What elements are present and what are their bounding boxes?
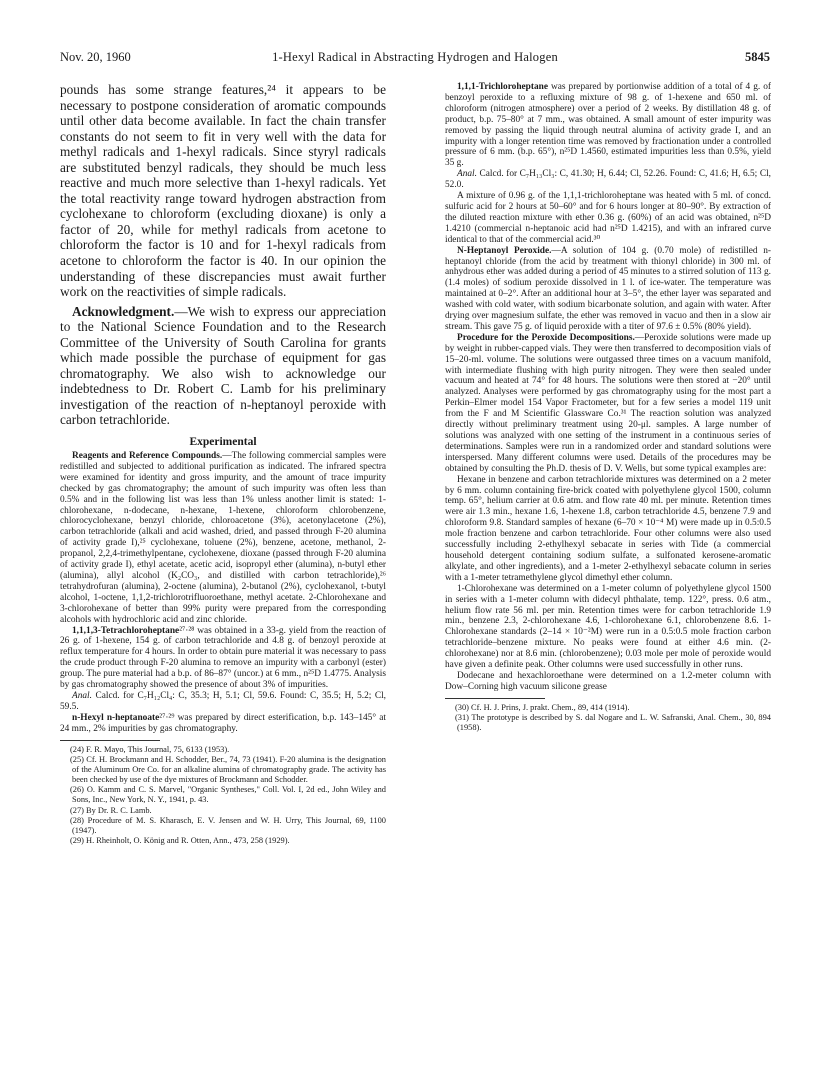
acknowledgment-text: —We wish to express our appreciation to the National Science Foundation and to the Research Committee of the University of South Carolina for grants which made possible the purchase of equipment for gas chromatography. We also wish to acknowledge our indebtedness to Dr. Robert C. Lamb for his preliminary investigation of the reaction of n-heptanoyl peroxide with carbon tetrachloride.: [60, 303, 386, 428]
page-header: [60, 50, 770, 70]
tetrachloroheptane-paragraph: [60, 626, 386, 691]
footnote: (31) The prototype is described by S. dal Nogare and L. W. Safranski, Anal. Chem., 30, 894 (1958).: [455, 713, 771, 733]
footnote-divider: [445, 698, 545, 699]
footnote: (26) O. Kamm and C. S. Marvel, "Organic Syntheses," Coll. Vol. I, 2d ed., John Wiley and Sons, Inc., New York, N. Y., 1941, p. 43.: [70, 785, 386, 805]
hexyl-heptanoate-heading: n-Hexyl n-heptanoate: [72, 712, 160, 723]
header-page-number: 5845: [745, 50, 770, 64]
hexyl-heptanoate-refs: ²⁷·²⁹: [159, 712, 175, 723]
hexyl-heptanoate-paragraph: [60, 713, 386, 735]
procedure-paragraph: [445, 333, 771, 475]
footnote: (28) Procedure of M. S. Kharasch, E. V. Jensen and W. H. Urry, This Journal, 69, 1100 (1947).: [70, 815, 386, 835]
footnote: (29) H. Rheinholt, O. König and R. Otten, Ann., 473, 258 (1929).: [70, 836, 290, 846]
hexane-method-paragraph: Hexane in benzene and carbon tetrachloride mixtures was determined on a 2 meter by 6 mm. column containing fire-brick coated with polyethylene glycol 1500, column temp. 65°, helium carrier at 0.6 atm. and flow rate 40 ml. per minute. Retention times were air 1.3 min., hexane 1.6, 1-hexene 1.8, carbon tetrachloride 4.5, benzene 7.9 and chloroform 9.8. Standard samples of hexane (6–70 × 10⁻⁴ M) were made up in 0.5:0.5 mole fraction benzene and carbon tetrachloride. Four other columns were also used successfully including 2-ethylhexyl sebacate in series with Tide (a commercial household detergent containing sodium sulfate, a sulfonated kerosene-aromatic alkylate, and other ingredients), and a 1-meter 2-ethylhexyl sebacate column in series with a 1-meter tetramethylene glycol dimethyl ether column.: [445, 474, 771, 583]
hexyl-heptanoate-text: was prepared by direct esterification, b.p. 143–145° at 24 mm., 2% impurities by gas chromatography.: [60, 712, 386, 734]
anal-label-right: Anal.: [457, 169, 477, 180]
footnote-divider: [60, 740, 160, 741]
trichloroheptane-text: was prepared by portionwise addition of a total of 4 g. of benzoyl peroxide to a refluxing mixture of 98 g. of 1-hexene and 650 ml. of chloroform (nitrogen atmosphere) over a period of 2 weeks. By distillation 48 g. of product, b.p. 75–80° at 7 mm., was obtained. A small amount of ester impurity was removed by passing the liquid through neutral alumina of activity grade I, and an impurity with a longer retention time was removed by fractionation under a controlled pressure of 6 mm. (b.p. 65°), n²⁵D 1.4560, estimated impurities less than 0.5%, yield 35 g.: [445, 82, 771, 169]
peroxide-prep-paragraph: [445, 246, 771, 333]
tetrachloroheptane-heading: 1,1,1,3-Tetrachloroheptane: [72, 625, 180, 636]
footnote: (24) F. R. Mayo, This Journal, 75, 6133 (1953).: [70, 744, 230, 754]
peroxide-prep-heading: N-Heptanoyl Peroxide.: [457, 245, 552, 256]
reagents-text: —The following commercial samples were redistilled and subjected to additional purification as indicated. The infrared spectra were examined for identity and gross impurity, and the amount of trace impurity checked by gas chromatography; the amount of such impurity was often less than 0.5% and in the following list was less than 1% unless another limit is stated: 1-chlorohexane, n-dodecane, n-hexane, 1-hexene, chloroform chlorobenzene, chlorocyclohexane, benzyl chloride, chloroacetone (3%), acetonylacetone (2%), carbon tetrachloride (alkali and acid washed, dried, and passed through F-20 alumina of activity grade I),²⁵ cyclohexane, toluene (2%), benzene, acetone, methanol, 2-propanol, 2,2,4-trimethylpentane, cyclohexene, dioxane (passed through F-20 alumina of activity grade I), ethyl acetate, acetic acid, isopropyl ether (alumina), n-butyl ether (alumina), allyl alcohol (K₂CO₃, and distilled with carbon tetrachloride),²⁶ tetrahydrofuran (alumina), 2-octene (alumina), 2-butanol (2%), cyclohexanol, t-butyl alcohol, 1-octene, 1,1,2-trichlorotrifluoroethane, methyl acetate. 2-Chlorohexane and 3-chlorohexane of better than 99% purity were prepared from the corresponding alcohols with hydrochloric acid and zinc chloride.: [60, 451, 386, 625]
peroxide-prep-text: —A solution of 104 g. (0.70 mole) of redistilled n-heptanoyl chloride (from the acid by treatment with thionyl chloride) in 300 ml. of anhydrous ether was added during a period of 45 minutes to a stirred solution of 113 g. (1.4 moles) of sodium peroxide dissolved in 1 l. of ice-water. The temperature was maintained at 0–2°. After an additional hour at 3–5°, the ether layer was separated and washed with cold water, with sodium bicarbonate solution, and again with water. After drying over magnesium sulfate, the ether was removed in vacuo and then in a slow air stream. This gave 75 g. of liquid peroxide with a titer of 97.6 ± 0.5% (80% yield).: [445, 245, 771, 332]
acknowledgment-heading: Acknowledgment.: [72, 303, 175, 319]
analysis-paragraph-left: [60, 691, 386, 713]
anal-label-left: Anal.: [72, 690, 92, 701]
experimental-heading: Experimental: [189, 436, 257, 449]
reagents-heading: Reagents and Reference Compounds.: [72, 451, 223, 462]
analysis-paragraph-right: [445, 169, 771, 191]
footnotes-left: [60, 745, 386, 847]
footnote: (30) Cf. H. J. Prins, J. prakt. Chem., 89, 414 (1914).: [455, 702, 630, 712]
chlorohexane-method-paragraph: 1-Chlorohexane was determined on a 1-meter column of polyethylene glycol 1500 in series with a 1-meter column with didecyl phthalate, temp. 122°, press. 0.6 atm., helium flow rate 56 ml. per min. Retention times were for carbon tetrachloride 1.9 min., benzene 2.3, 2-chlorohexane 4.6, 1-chlorohexane 6.1, chlorobenzene 8.6. 1-Chlorohexane standards (2–14 × 10⁻²M) were run in a 0.5:0.5 mole fraction carbon tetrachloride–benzene mixture. No peaks were found at either 4.6 min. (2-chlorohexane) nor at 8.6 min. (chlorobenzene); 0.03 mole per mole of peroxide would have given a definite peak. Other columns were used successfully in other runs.: [445, 583, 771, 671]
hydrolysis-paragraph: A mixture of 0.96 g. of the 1,1,1-trichloroheptane was heated with 5 ml. of concd. sulfuric acid for 2 hours at 50–60° and for 6 hours longer at 80–90°. By extraction of the diluted reaction mixture with ether 0.36 g. (60%) of an acid was obtained, n²⁵D 1.4210 (commercial n-heptanoic acid had n²⁵D 1.4215), and with an infrared curve identical to that of the commercial acid.³⁰: [445, 191, 771, 245]
discussion-continuation: pounds has some strange features,²⁴ it appears to be necessary to postpone consideration of aromatic compounds until other data become available. In fact the chain transfer constants do not seem to fit in very well with the data for methyl radicals and 1-hexyl radicals. Since styryl radicals are substituted benzyl radicals, they should be much less reactive and much more selective than 1-hexyl radicals. Yet the total reactivity range toward hydrogen abstraction from cyclohexane to chloroform (excluding dioxane) is only a factor of 20, while for methyl radicals from acetone to chloroform the factor is 10 and for 1-hexyl radicals from acetone to chloroform the factor is 40. In our opinion the understanding of these discrepancies must await further work on the reactivities of simple radicals.: [60, 82, 386, 300]
header-date: Nov. 20, 1960: [60, 50, 131, 64]
reagents-paragraph: [60, 451, 386, 626]
trichloroheptane-paragraph: [445, 82, 771, 169]
footnotes-right: [445, 703, 771, 733]
footnote: (27) By Dr. R. C. Lamb.: [70, 805, 152, 815]
trichloroheptane-heading: 1,1,1-Trichloroheptane: [457, 82, 549, 92]
analysis-text-right: Calcd. for C₇H₁₃Cl₃: C, 41.30; H, 6.44; Cl, 52.26. Found: C, 41.6; H, 6.5; Cl, 52.0.: [445, 169, 771, 191]
right-column: [445, 82, 771, 733]
tetrachloroheptane-text: was obtained in a 33-g. yield from the reaction of 26 g. of 1-hexene, 154 g. of carbon tetrachloride and 4.8 g. of benzoyl peroxide at reflux temperature for 4 hours. In order to obtain pure material it was necessary to pass the crude product through F-20 alumina to remove an impurity with a carbonyl (ester) group. The pure material had a b.p. of 86–87° (uncor.) at 6 mm., n²⁵D 1.4775. Analysis by gas chromatography showed the presence of about 3% of impurities.: [60, 625, 386, 691]
procedure-heading: Procedure for the Peroxide Decompositions.: [457, 332, 635, 343]
tetrachloroheptane-refs: ²⁷·²⁸: [179, 625, 195, 636]
procedure-text: —Peroxide solutions were made up by weight in rubber-capped vials. They were then transferred to decomposition vials of 15–20-ml. volume. The solutions were outgassed three times on a vacuum manifold, with intermediate flushing with high purity nitrogen. They were then sealed under vacuum and heated at 74° for 48 hours. The solutions were then stored at −20° until analyzed. Analyses were performed by gas chromatography using for the most part a Perkin–Elmer model 154 Vapor Fractometer, but for a few series a model 119 unit from the F and M Scientific Glassware Co.³¹ The reaction solution was analyzed directly without preliminary treatment using 20-μl. samples. A large number of solutions was analyzed with one setting of the instrument in a continuous series of determinations. Samples were run in a randomized order and standard solutions were interspersed. Many different columns were used. Details of the procedures may be obtained by consulting the Ph.D. thesis of D. V. Wells, but some typical examples are:: [445, 332, 771, 474]
header-running-title: 1-Hexyl Radical in Abstracting Hydrogen and Halogen: [272, 50, 558, 64]
footnote: (25) Cf. H. Brockmann and H. Schodder, Ber., 74, 73 (1941). F-20 alumina is the designation of the Aluminum Ore Co. for an alkaline alumina of chromatography grade. The activity has been checked by use of the dye mixtures of Brockmann and Schodder.: [70, 755, 386, 784]
dodecane-method-paragraph: Dodecane and hexachloroethane were determined on a 1.2-meter column with Dow–Corning high vacuum silicone grease: [445, 670, 771, 692]
left-column: [60, 82, 386, 847]
acknowledgment-paragraph: [60, 304, 386, 428]
analysis-text-left: Calcd. for C₇H₁₂Cl₄: C, 35.3; H, 5.1; Cl, 59.6. Found: C, 35.5; H, 5.2; Cl, 59.5.: [60, 690, 386, 712]
